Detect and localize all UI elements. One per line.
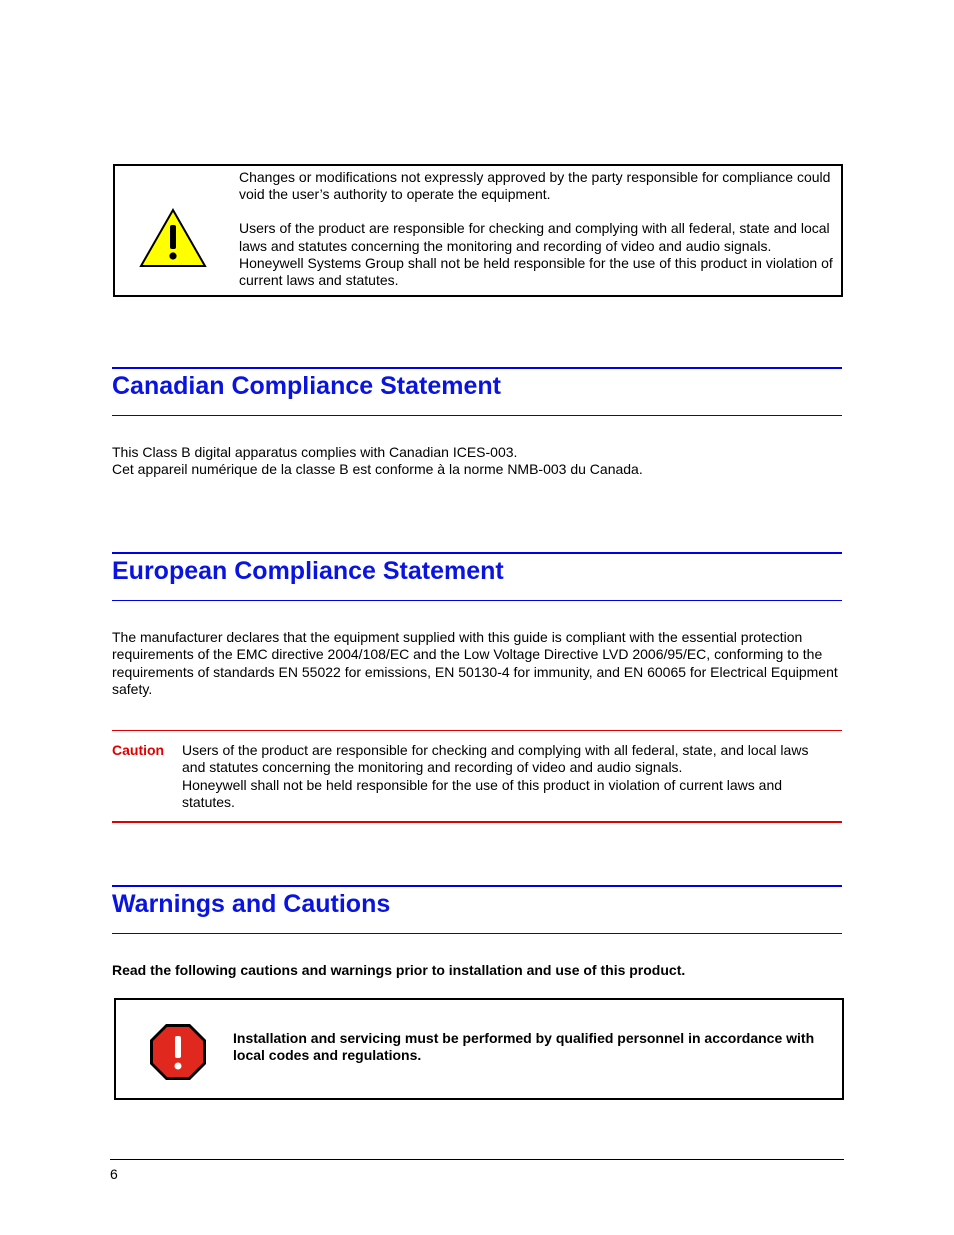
warnings-intro: Read the following cautions and warnings prior to installation and use of this product.	[112, 962, 686, 978]
caution-rule-top	[112, 730, 842, 731]
warning-triangle-icon	[139, 208, 207, 268]
warnings-heading: Warnings and Cautions	[112, 890, 391, 918]
european-statement: The manufacturer declares that the equipment supplied with this guide is compliant with the essential protection requirements of the EMC directive 2004/108/EC and the Low Voltage Directive LVD 2006/95/EC, conforming to the requirements of standards EN 55022 for emissions, EN 50130-4 for immunity, and EN 60065 for Electrical Equipment safety.	[112, 629, 838, 698]
danger-stop-icon	[149, 1023, 207, 1081]
caution-text	[182, 742, 822, 812]
footer-rule	[110, 1159, 844, 1160]
section-rule-top	[112, 552, 842, 554]
canadian-line-french: Cet appareil numérique de la classe B est conforme à la norme NMB-003 du Canada.	[112, 461, 643, 478]
section-rule-bottom	[112, 600, 842, 601]
warning-paragraph-1: Changes or modifications not expressly approved by the party responsible for compliance could void the user’s authority to operate the equipment.	[239, 169, 831, 203]
caution-rule-bottom	[112, 821, 842, 823]
caution-line-2: Honeywell shall not be held responsible for the use of this product in violation of current laws and statutes.	[182, 776, 783, 811]
canadian-line-english: This Class B digital apparatus complies with Canadian ICES-003.	[112, 444, 518, 460]
section-rule-top	[112, 367, 842, 369]
warning-paragraph-2: Users of the product are responsible for checking and complying with all federal, state and local laws and statutes concerning the monitoring and recording of video and audio signals. Honeywell Systems Group shall not be held responsible for the use of this product in violation of current laws and statutes.	[239, 220, 833, 289]
caution-line-1: Users of the product are responsible for checking and complying with all federal, state, and local laws and statutes concerning the monitoring and recording of video and audio signals.	[182, 742, 809, 776]
warning-notice-box	[113, 164, 843, 297]
canadian-heading: Canadian Compliance Statement	[112, 372, 501, 400]
danger-notice-box	[114, 998, 844, 1100]
section-rule-bottom	[112, 415, 842, 416]
page-number: 6	[110, 1166, 118, 1182]
caution-label: Caution	[112, 742, 165, 758]
section-rule-top	[112, 885, 842, 887]
danger-notice-text: Installation and servicing must be performed by qualified personnel in accordance with local codes and regulations.	[233, 1030, 815, 1064]
warning-notice-text	[239, 169, 834, 289]
canadian-statement	[112, 444, 842, 479]
section-rule-bottom	[112, 933, 842, 934]
european-heading: European Compliance Statement	[112, 557, 504, 585]
